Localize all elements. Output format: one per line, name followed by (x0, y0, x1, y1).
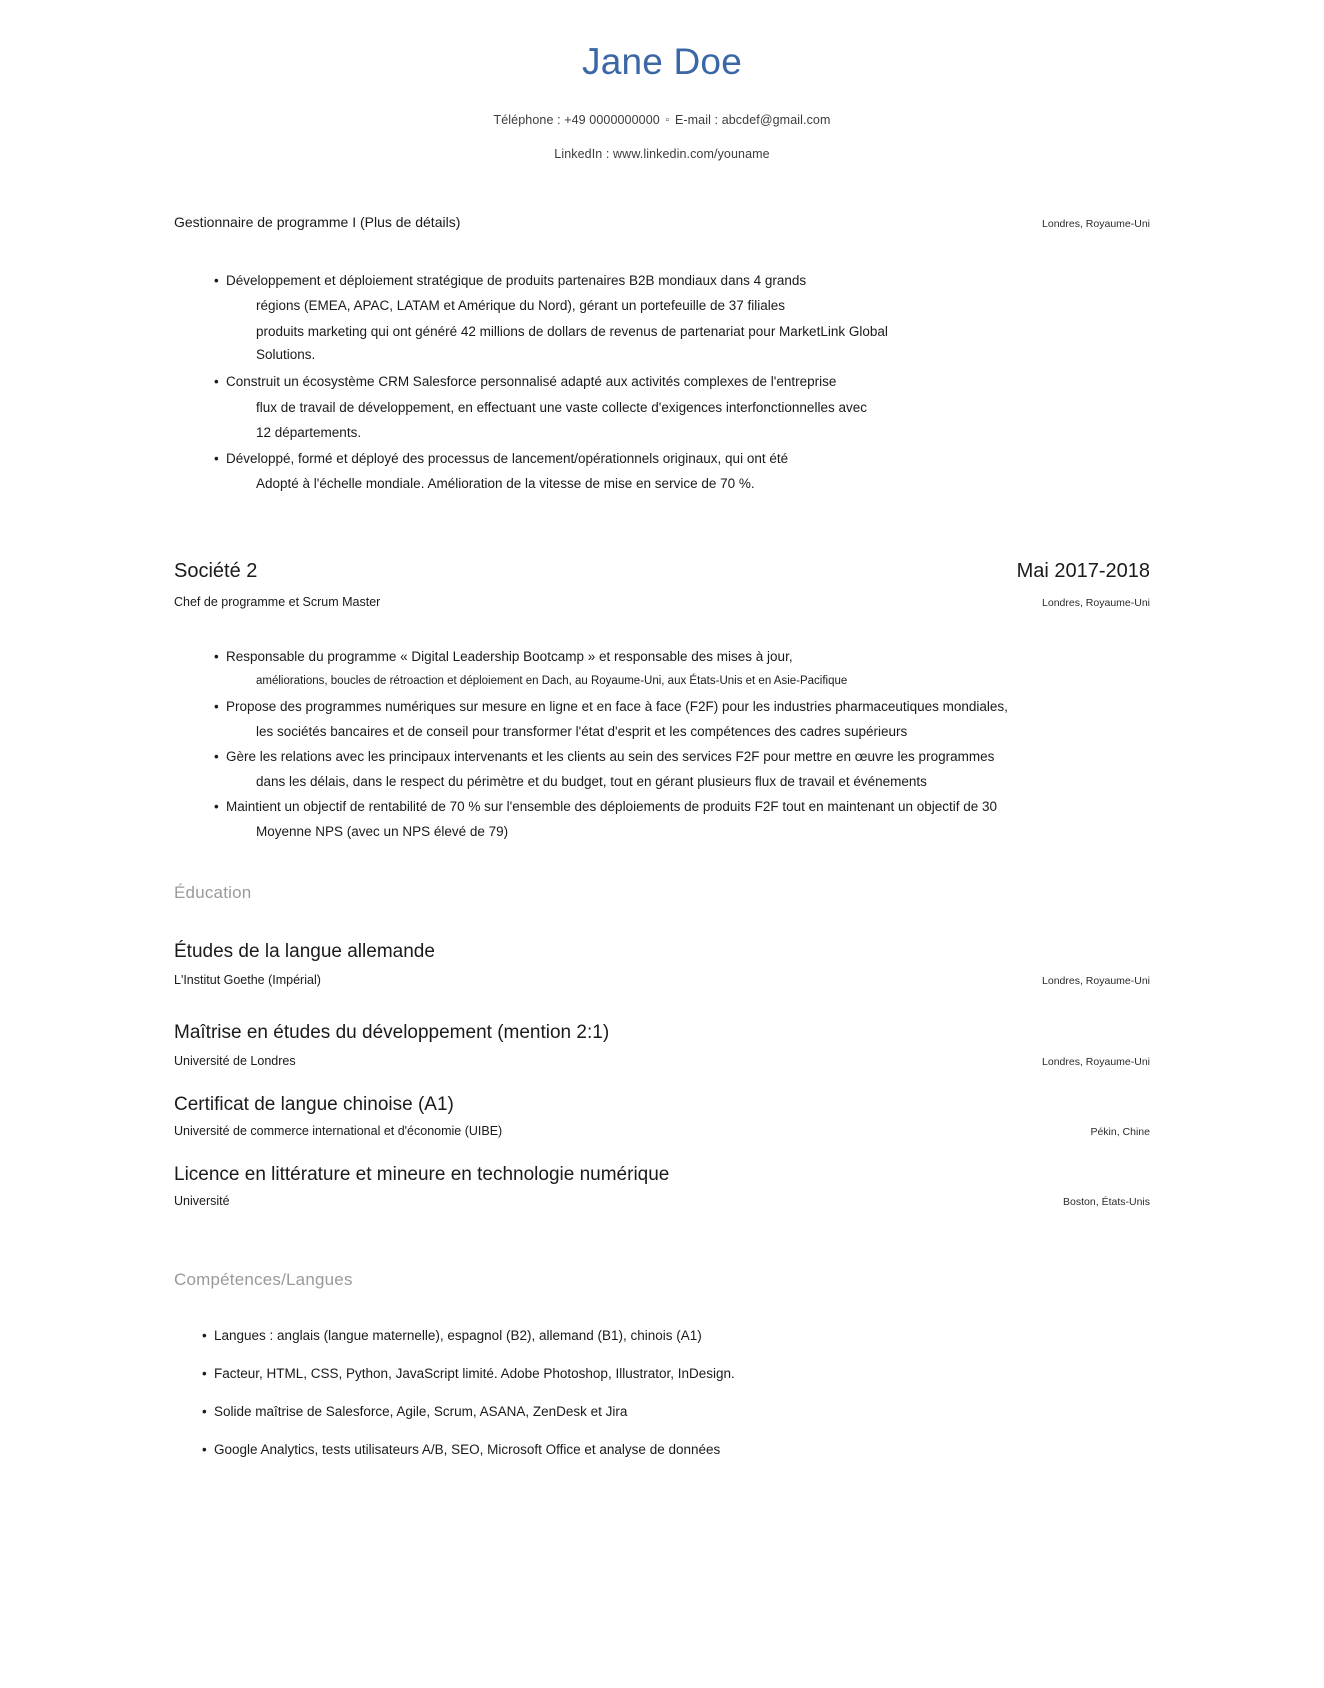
education-title: Licence en littérature et mineure en technologie numérique (174, 1163, 670, 1185)
bullet-icon: • (214, 648, 219, 664)
education-entry (174, 1094, 1150, 1138)
education-institution: Université de Londres (174, 1053, 296, 1068)
education-meta (174, 1054, 1150, 1068)
experience-entry-header-1 (174, 214, 1150, 230)
list-item (174, 644, 1150, 694)
experience-subheader-2 (174, 595, 1150, 609)
bullet-line: Gère les relations avec les principaux intervenants et les clients au sein des services F2F pour mettre en œuvre les programmes (226, 748, 995, 764)
education-entry (174, 941, 1150, 987)
job-location: Londres, Royaume-Uni (1042, 217, 1150, 230)
bullet-line: Développé, formé et déployé des processus de lancement/opérationnels originaux, qui ont été (226, 450, 789, 466)
bullet-icon: • (202, 1327, 207, 1343)
bullet-icon: • (214, 272, 219, 288)
linkedin-label: LinkedIn : www.linkedin.com/youname (554, 146, 770, 161)
job-location: Londres, Royaume-Uni (1042, 596, 1150, 609)
separator-icon: ▫ (665, 113, 670, 126)
bullet-line: Maintient un objectif de rentabilité de 70 % sur l'ensemble des déploiements de produits F2F tout en maintenant un objectif de 30 (226, 798, 998, 814)
experience-bullets-2 (174, 644, 1150, 844)
list-item (174, 446, 1150, 497)
list-item (174, 744, 1150, 794)
contact-line-primary (174, 113, 1150, 127)
education-title: Études de la langue allemande (174, 940, 435, 962)
job-title: Chef de programme et Scrum Master (174, 594, 381, 609)
section-heading-education: Éducation (174, 882, 252, 902)
list-item (174, 369, 1150, 446)
experience-entry-header-2 (174, 560, 1150, 583)
bullet-line: Adopté à l'échelle mondiale. Amélioration de la vitesse de mise en service de 70 %. (256, 476, 755, 492)
education-institution: Université de commerce international et d'économie (UIBE) (174, 1123, 503, 1138)
education-title: Certificat de langue chinoise (A1) (174, 1093, 454, 1115)
bullet-line: dans les délais, dans le respect du périmètre et du budget, tout en gérant plusieurs flux de travail et événements (256, 773, 927, 789)
bullet-line: Propose des programmes numériques sur mesure en ligne et en face à face (F2F) pour les industries pharmaceutiques mondiales, (226, 698, 1008, 714)
bullet-line: produits marketing qui ont généré 42 millions de dollars de revenus de partenariat pour MarketLink Global (256, 323, 888, 339)
education-entry (174, 1022, 1150, 1068)
education-institution: Université (174, 1193, 230, 1208)
skill-label: Facteur, HTML, CSS, Python, JavaScript limité. Adobe Photoshop, Illustrator, InDesign. (214, 1365, 735, 1381)
bullet-icon: • (214, 798, 219, 814)
list-item (174, 1442, 1150, 1457)
education-meta (174, 973, 1150, 987)
employment-dates: Mai 2017-2018 (1016, 559, 1150, 582)
education-institution: L'Institut Goethe (Impérial) (174, 972, 321, 987)
list-item (174, 1366, 1150, 1381)
page-title: Jane Doe (582, 41, 742, 82)
list-item (174, 694, 1150, 744)
education-location: Pékin, Chine (1090, 1125, 1150, 1138)
bullet-line: régions (EMEA, APAC, LATAM et Amérique du Nord), gérant un portefeuille de 37 filiales (256, 298, 786, 314)
bullet-line: Construit un écosystème CRM Salesforce personnalisé adapté aux activités complexes de l'entreprise (226, 374, 837, 390)
list-item (174, 1404, 1150, 1419)
bullet-icon: • (202, 1441, 207, 1457)
job-title: Gestionnaire de programme I (Plus de détails) (174, 213, 461, 230)
bullet-line: Solutions. (256, 347, 316, 363)
bullet-icon: • (214, 698, 219, 714)
bullet-icon: • (214, 450, 219, 466)
bullet-line: Responsable du programme « Digital Leadership Bootcamp » et responsable des mises à jour, (226, 648, 793, 664)
bullet-line: Moyenne NPS (avec un NPS élevé de 79) (256, 823, 509, 839)
email-label: E-mail : abcdef@gmail.com (674, 112, 831, 127)
bullet-line: les sociétés bancaires et de conseil pour transformer l'état d'esprit et les compétences des cadres supérieurs (256, 723, 908, 739)
education-entry (174, 1164, 1150, 1208)
skills-list (174, 1328, 1150, 1457)
bullet-line: 12 départements. (256, 425, 362, 441)
list-item (174, 268, 1150, 366)
education-meta (174, 1124, 1150, 1138)
experience-bullets-1 (174, 268, 1150, 497)
bullet-line: flux de travail de développement, en effectuant une vaste collecte d'exigences interfonctionnelles avec (256, 399, 867, 415)
list-item (174, 1328, 1150, 1343)
bullet-line: Développement et déploiement stratégique de produits partenaires B2B mondiaux dans 4 grands (226, 272, 807, 288)
section-heading-skills: Compétences/Langues (174, 1269, 353, 1289)
bullet-icon: • (214, 748, 219, 764)
bullet-icon: • (202, 1403, 207, 1419)
bullet-icon: • (202, 1365, 207, 1381)
skill-label: Google Analytics, tests utilisateurs A/B, SEO, Microsoft Office et analyse de données (214, 1441, 721, 1457)
education-meta (174, 1194, 1150, 1208)
education-location: Londres, Royaume-Uni (1042, 1055, 1150, 1068)
contact-line-linkedin (174, 147, 1150, 161)
education-title: Maîtrise en études du développement (mention 2:1) (174, 1021, 610, 1043)
bullet-icon: • (214, 374, 219, 390)
skill-label: Langues : anglais (langue maternelle), espagnol (B2), allemand (B1), chinois (A1) (214, 1327, 702, 1343)
education-location: Londres, Royaume-Uni (1042, 974, 1150, 987)
bullet-line: améliorations, boucles de rétroaction et déploiement en Dach, au Royaume-Uni, aux États-Unis et en Asie-Pacifique (256, 674, 848, 687)
skill-label: Solide maîtrise de Salesforce, Agile, Scrum, ASANA, ZenDesk et Jira (214, 1403, 628, 1419)
phone-label: Téléphone : +49 0000000000 (493, 112, 660, 127)
company-name: Société 2 (174, 559, 258, 582)
list-item (174, 794, 1150, 844)
education-location: Boston, États-Unis (1063, 1195, 1150, 1208)
